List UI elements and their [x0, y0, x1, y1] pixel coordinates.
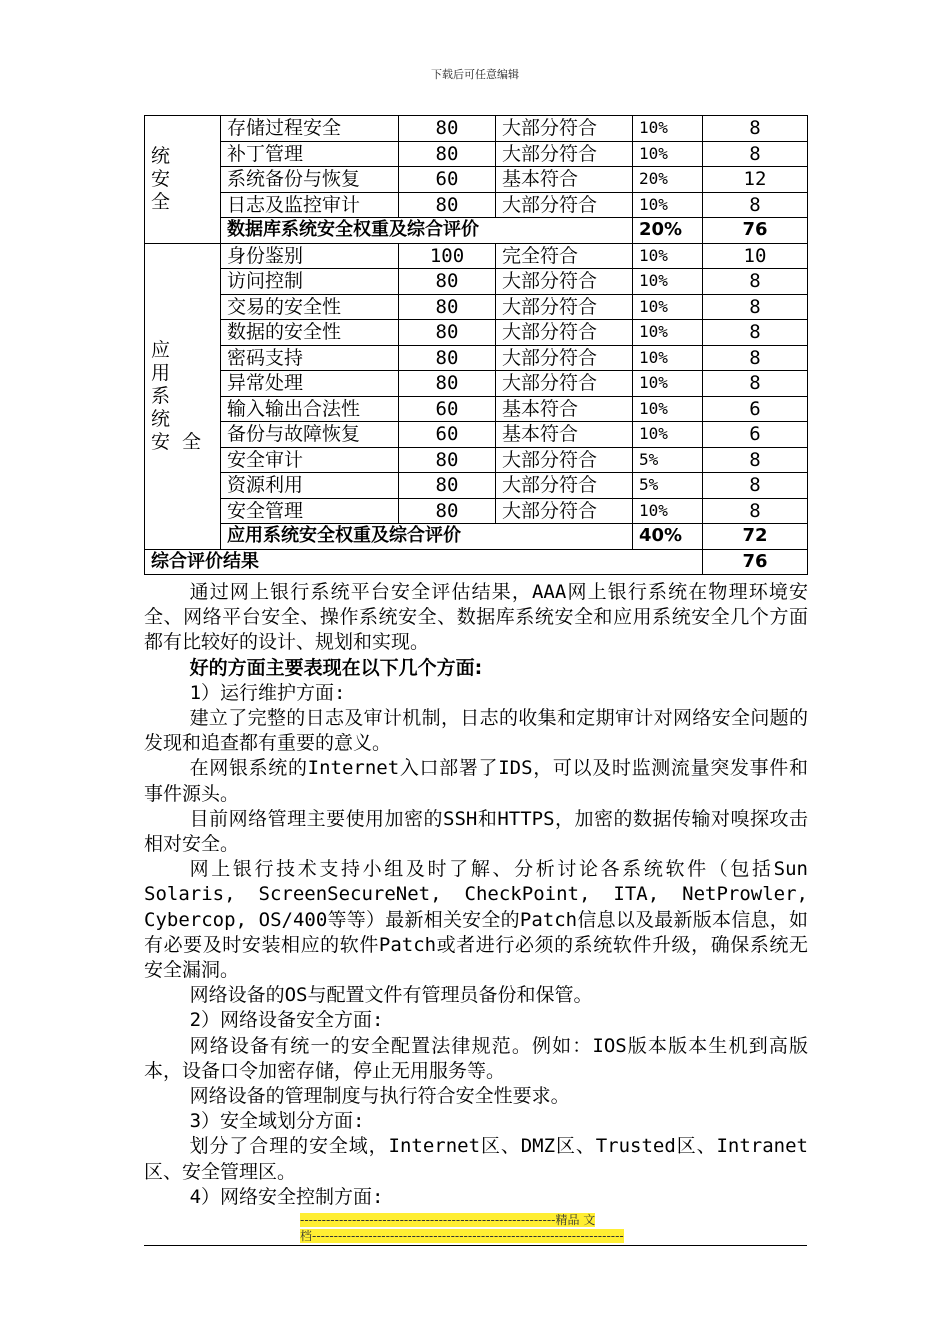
compliance-cell: 大部分符合 [496, 447, 633, 473]
paragraph: 通过网上银行系统平台安全评估结果，AAA网上银行系统在物理环境安全、网络平台安全、操作系统安全、数据库系统安全和应用系统安全几个方面都有比较好的设计、规划和实现。 [144, 581, 808, 654]
compliance-cell: 大部分符合 [496, 192, 633, 218]
table-row [145, 345, 808, 371]
compliance-cell: 基本符合 [496, 167, 633, 193]
summary-weight: 20% [633, 218, 703, 244]
item-name-cell: 资源利用 [221, 473, 399, 499]
table-row [145, 294, 808, 320]
paragraph: 在网银系统的Internet入口部署了IDS，可以及时监测流量突发事件和事件源头。 [144, 757, 808, 805]
summary-row [145, 218, 808, 244]
item-name-cell: 系统备份与恢复 [221, 167, 399, 193]
summary-score: 72 [703, 524, 808, 550]
item-name-cell: 安全管理 [221, 498, 399, 524]
table-row [145, 473, 808, 499]
table-row [145, 371, 808, 397]
weight-cell: 5% [633, 473, 703, 499]
summary-score: 76 [703, 218, 808, 244]
score-cell: 100 [399, 243, 496, 269]
score-cell: 80 [399, 116, 496, 142]
overall-score: 76 [703, 549, 808, 575]
compliance-cell: 完全符合 [496, 243, 633, 269]
weight-cell: 10% [633, 498, 703, 524]
weighted-score-cell: 8 [703, 473, 808, 499]
footer [300, 1212, 650, 1244]
weight-cell: 10% [633, 294, 703, 320]
table-row [145, 422, 808, 448]
table-row [145, 269, 808, 295]
paragraph: 划分了合理的安全域，Internet区、DMZ区、Trusted区、Intranet区、安全管理区。 [144, 1135, 808, 1183]
summary-weight: 40% [633, 524, 703, 550]
table-row [145, 141, 808, 167]
compliance-cell: 大部分符合 [496, 345, 633, 371]
security-evaluation-table [144, 115, 808, 575]
paragraph: 2）网络设备安全方面: [189, 1009, 384, 1032]
body-text [144, 580, 808, 1210]
weighted-score-cell: 8 [703, 447, 808, 473]
score-cell: 60 [399, 422, 496, 448]
weighted-score-cell: 8 [703, 320, 808, 346]
score-cell: 80 [399, 320, 496, 346]
table-row [145, 447, 808, 473]
weighted-score-cell: 8 [703, 345, 808, 371]
score-cell: 80 [399, 371, 496, 397]
compliance-cell: 大部分符合 [496, 371, 633, 397]
item-name-cell: 输入输出合法性 [221, 396, 399, 422]
weight-cell: 10% [633, 192, 703, 218]
paragraph: 建立了完整的日志及审计机制，日志的收集和定期审计对网络安全问题的发现和追查都有重要的意义。 [144, 707, 808, 755]
weight-cell: 10% [633, 422, 703, 448]
weighted-score-cell: 8 [703, 371, 808, 397]
item-name-cell: 访问控制 [221, 269, 399, 295]
item-name-cell: 密码支持 [221, 345, 399, 371]
weight-cell: 10% [633, 243, 703, 269]
category-cell: 统 安 全 [145, 116, 221, 244]
weight-cell: 5% [633, 447, 703, 473]
footer-rule [144, 1245, 807, 1246]
paragraph: 网络设备的OS与配置文件有管理员备份和保管。 [189, 984, 593, 1007]
weight-cell: 20% [633, 167, 703, 193]
score-cell: 80 [399, 192, 496, 218]
weighted-score-cell: 6 [703, 396, 808, 422]
compliance-cell: 大部分符合 [496, 473, 633, 499]
footer-line-2: 档------------------------------------------------------------------------ [300, 1229, 624, 1243]
item-name-cell: 日志及监控审计 [221, 192, 399, 218]
score-cell: 80 [399, 294, 496, 320]
paragraph: 目前网络管理主要使用加密的SSH和HTTPS，加密的数据传输对嗅探攻击相对安全。 [144, 807, 808, 856]
item-name-cell: 数据的安全性 [221, 320, 399, 346]
paragraph: 1）运行维护方面: [189, 681, 346, 704]
score-cell: 80 [399, 269, 496, 295]
overall-row [145, 549, 808, 575]
table-row [145, 192, 808, 218]
compliance-cell: 基本符合 [496, 422, 633, 448]
weighted-score-cell: 6 [703, 422, 808, 448]
weight-cell: 10% [633, 396, 703, 422]
table-row [145, 396, 808, 422]
category-cell: 应 用 系 统 安全 [145, 243, 221, 549]
weighted-score-cell: 10 [703, 243, 808, 269]
compliance-cell: 大部分符合 [496, 269, 633, 295]
table-row [145, 116, 808, 142]
score-cell: 80 [399, 473, 496, 499]
compliance-cell: 大部分符合 [496, 294, 633, 320]
score-cell: 60 [399, 396, 496, 422]
weight-cell: 10% [633, 345, 703, 371]
weight-cell: 10% [633, 371, 703, 397]
compliance-cell: 大部分符合 [496, 498, 633, 524]
summary-label: 应用系统安全权重及综合评价 [221, 524, 633, 550]
compliance-cell: 基本符合 [496, 396, 633, 422]
summary-label: 数据库系统安全权重及综合评价 [221, 218, 633, 244]
table-row [145, 320, 808, 346]
summary-row [145, 524, 808, 550]
table-row [145, 498, 808, 524]
item-name-cell: 存储过程安全 [221, 116, 399, 142]
paragraph: 网络设备有统一的安全配置法律规范。例如：IOS版本版本生机到高版本，设备口令加密存储，停止无用服务等。 [144, 1034, 808, 1082]
score-cell: 80 [399, 141, 496, 167]
score-cell: 80 [399, 498, 496, 524]
weighted-score-cell: 8 [703, 498, 808, 524]
weighted-score-cell: 8 [703, 294, 808, 320]
table-row [145, 167, 808, 193]
weight-cell: 10% [633, 269, 703, 295]
paragraph: 网络设备的管理制度与执行符合安全性要求。 [189, 1085, 570, 1108]
score-cell: 80 [399, 447, 496, 473]
paragraph: 3）安全域划分方面: [189, 1110, 365, 1133]
footer-line-1: -----------------------------------------------------------精品 文 [300, 1213, 596, 1227]
item-name-cell: 交易的安全性 [221, 294, 399, 320]
paragraph: 4）网络安全控制方面: [189, 1185, 384, 1208]
item-name-cell: 身份鉴别 [221, 243, 399, 269]
compliance-cell: 大部分符合 [496, 320, 633, 346]
overall-label: 综合评价结果 [145, 549, 703, 575]
weighted-score-cell: 8 [703, 269, 808, 295]
paragraph: 好的方面主要表现在以下几个方面: [189, 656, 483, 679]
compliance-cell: 大部分符合 [496, 116, 633, 142]
table-row [145, 243, 808, 269]
item-name-cell: 补丁管理 [221, 141, 399, 167]
weighted-score-cell: 12 [703, 167, 808, 193]
score-cell: 80 [399, 345, 496, 371]
score-cell: 60 [399, 167, 496, 193]
weighted-score-cell: 8 [703, 116, 808, 142]
weighted-score-cell: 8 [703, 141, 808, 167]
paragraph: 网上银行技术支持小组及时了解、分析讨论各系统软件（包括Sun Solaris, ScreenSecureNet, CheckPoint, ITA, NetProwler, Cybercop, OS/400等等）最新相关安全的Patch信息以及最新版本信息，如有必要及时安装相应的软件Patch或者进行必须的系统软件升级，确保系统无安全漏洞。 [144, 858, 808, 982]
weight-cell: 10% [633, 141, 703, 167]
weighted-score-cell: 8 [703, 192, 808, 218]
weight-cell: 10% [633, 116, 703, 142]
compliance-cell: 大部分符合 [496, 141, 633, 167]
item-name-cell: 备份与故障恢复 [221, 422, 399, 448]
item-name-cell: 异常处理 [221, 371, 399, 397]
page-header: 下载后可任意编辑 [431, 68, 519, 81]
item-name-cell: 安全审计 [221, 447, 399, 473]
weight-cell: 10% [633, 320, 703, 346]
